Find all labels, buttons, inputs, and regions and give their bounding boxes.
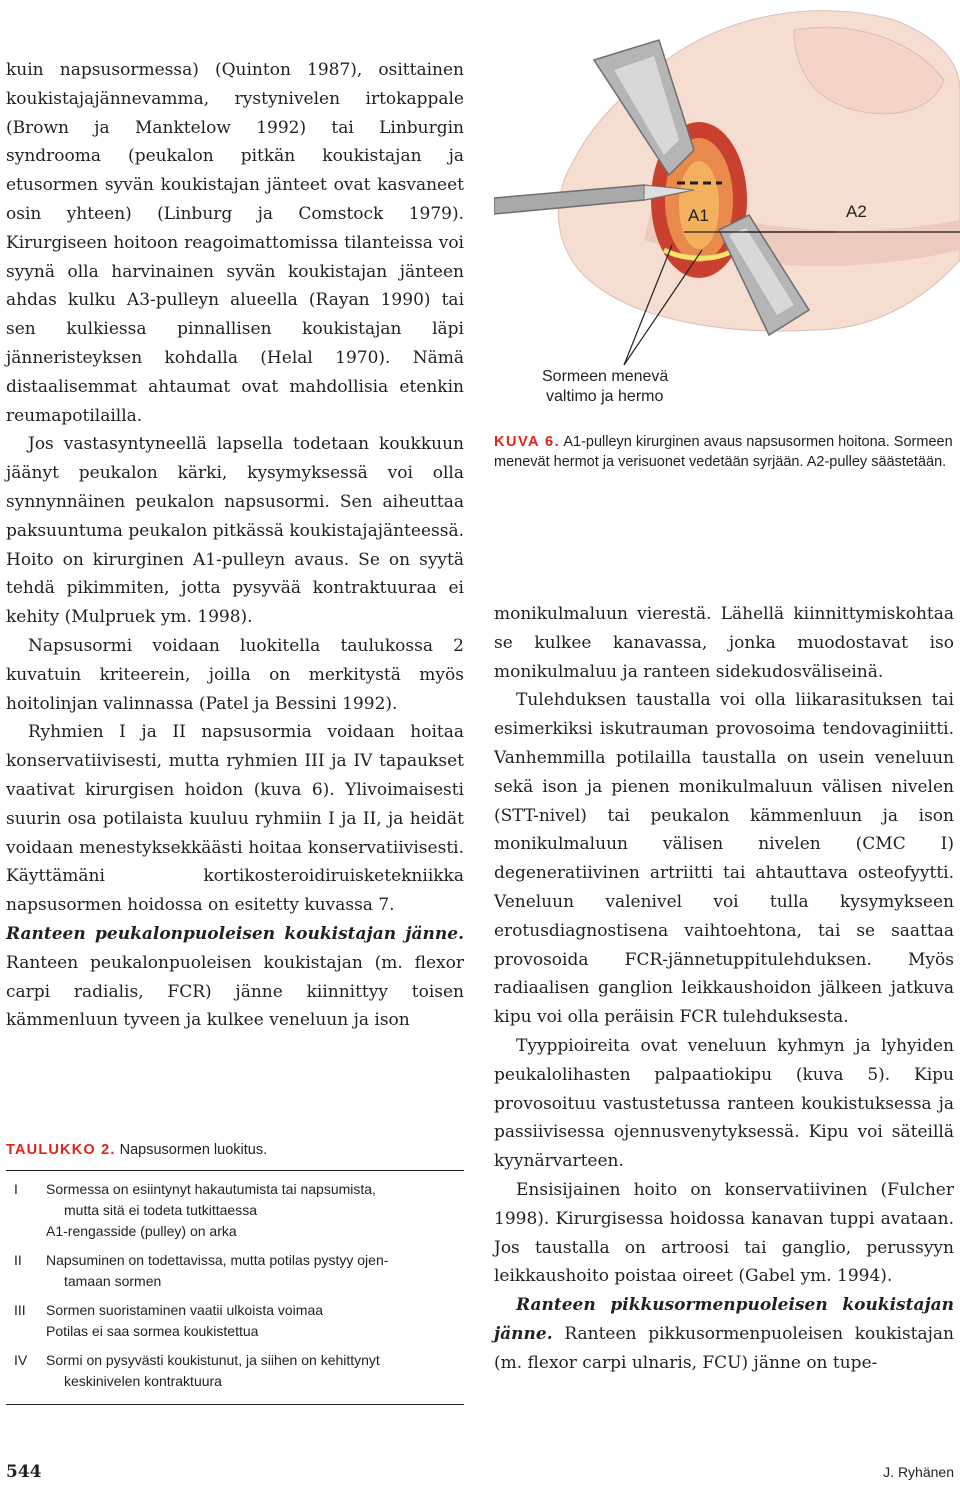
- surgical-illustration: [494, 0, 960, 420]
- right-column: [494, 600, 954, 1378]
- section-heading: Ranteen peukalonpuoleisen koukistajan jänne.: [6, 923, 464, 944]
- row-roman: I: [14, 1181, 18, 1197]
- label-nerve: valtimo ja hermo: [546, 388, 664, 405]
- caption-text: A1-pulleyn kirurginen avaus napsusormen hoitona. Sormeen menevät hermot ja verisuonet vedetään syrjään. A2-pulley säästetään.: [494, 434, 953, 470]
- paragraph: Ryhmien I ja II napsusormia voidaan hoitaa konservatiivisesti, mutta ryhmien III ja IV tapaukset vaativat kirurgisen hoidon (kuva 6). Ylivoimaisesti suurin osa potilaista kuuluu ryhmiin I ja II, ja heidät voidaan menestyksekkäästi hoitaa konservatiivisesti. Käyttämäni kortikosteroidiruisketekniikka napsusormen hoidossa on esitetty kuvassa 7.: [6, 722, 464, 916]
- row-description: [46, 1250, 464, 1292]
- table-number: TAULUKKO 2.: [6, 1142, 116, 1158]
- label-a1: A1: [688, 206, 709, 225]
- caption-number: KUVA 6.: [494, 434, 561, 450]
- page-number: 544: [6, 1462, 42, 1482]
- row-description: [46, 1300, 464, 1342]
- section-heading: Ranteen pikkusormenpuoleisen koukistajan jänne.: [494, 1295, 954, 1344]
- figure-caption: [494, 432, 954, 472]
- table-row: [6, 1250, 464, 1292]
- row-description: [46, 1179, 464, 1242]
- paragraph: Napsusormi voidaan luokitella taulukossa 2 kuvatuin kriteerein, joilla on merkitystä myös hoitolinjan valinnassa (Patel ja Bessini 1992).: [6, 635, 464, 714]
- paragraph: [494, 1291, 954, 1377]
- label-a2: A2: [846, 202, 867, 221]
- row-line: keskinivelen kontraktuura: [64, 1373, 222, 1389]
- row-description: [46, 1350, 464, 1392]
- row-line: Napsuminen on todettavissa, mutta potilas pystyy ojen-: [46, 1252, 389, 1268]
- row-line: Sormi on pysyvästi koukistunut, ja siihen on kehittynyt: [46, 1352, 380, 1368]
- table-row: [6, 1300, 464, 1342]
- row-line: Sormessa on esiintynyt hakautumista tai napsumista,: [46, 1181, 376, 1197]
- figure-drawing: [494, 0, 960, 420]
- paragraph-text: Ranteen peukalonpuoleisen koukistajan (m. flexor carpi radialis, FCR) jänne kiinnittyy toisen kämmenluun tyveen ja kulkee veneluun ja ison: [6, 952, 464, 1031]
- classification-table: [6, 1140, 464, 1405]
- paragraph: Tyyppioireita ovat veneluun kyhmyn ja lyhyiden peukalolihasten palpaatiokipu (kuva 5). Kipu provosoituu vastustetussa ranteen koukistuksessa ja passiivisessa ojennusvenytyksessä. Kipu voi säteillä kyynärvarteen.: [494, 1035, 954, 1172]
- left-column: [6, 56, 464, 1035]
- author-name: J. Ryhänen: [883, 1464, 954, 1480]
- table-row: [6, 1350, 464, 1392]
- paragraph: Tulehduksen taustalla voi olla liikarasituksen tai esimerkiksi iskutrauman provosoima tendovaginiitti. Vanhemmilla potilailla taustalla on usein veneluun sekä ison ja pienen monikulmaluun välisen nivelen (STT-nivel) tai peukalon kämmenluun ja ison monikulmaluun välisen nivelen (CMC I) degeneratiivinen artriitti tai ahtauttava osteofyytti. Veneluun valenivel voi tulla kysymykseen erotusdiagnostisena vaihtoehtona, tai se saattaa provosoida FCR-jännetuppitulehduksen. Myös radiaalisen ganglion leikkaushoidon jälkeen jatkuva kipu voi olla peräisin FCR tulehduksesta.: [494, 690, 954, 1028]
- paragraph: monikulmaluun vierestä. Lähellä kiinnittymiskohtaa se kulkee kanavassa, jonka muodostavat iso monikulmaluu ja ranteen sidekudosväliseinä.: [494, 604, 954, 682]
- row-roman: IV: [14, 1352, 28, 1368]
- table-title-text: Napsusormen luokitus.: [119, 1142, 268, 1158]
- row-line: Sormen suoristaminen vaatii ulkoista voimaa: [46, 1302, 324, 1318]
- paragraph: Ensisijainen hoito on konservatiivinen (Fulcher 1998). Kirurgisessa hoidossa kanavan tuppi avataan. Jos taustalla on artroosi tai ganglio, perussyyn leikkaushoito poistaa oireet (Gabel ym. 1994).: [494, 1179, 954, 1287]
- paragraph: Jos vastasyntyneellä lapsella todetaan koukkuun jäänyt peukalon kärki, kysymyksessä voi olla synnynnäinen peukalon napsusormi. Sen aiheuttaa paksuuntuma peukalon pitkässä koukistajajänteessä. Hoito on kirurginen A1-pulleyn avaus. Se on syytä tehdä pikimmiten, jotta pysyvää kontraktuuraa ei kehity (Mulpruek ym. 1998).: [6, 434, 464, 628]
- paragraph: [6, 920, 464, 1035]
- row-line: mutta sitä ei todeta tutkittaessa: [64, 1202, 257, 1218]
- table-bottom-rule: [6, 1392, 464, 1405]
- row-roman: II: [14, 1252, 22, 1268]
- row-line: tamaan sormen: [64, 1273, 162, 1289]
- paragraph-text: Ranteen pikkusormenpuoleisen koukistajan (m. flexor carpi ulnaris, FCU) jänne on tupe-: [494, 1323, 954, 1373]
- label-nerve: Sormeen menevä: [542, 368, 669, 385]
- row-line: A1-rengasside (pulley) on arka: [46, 1223, 237, 1239]
- table-title: [6, 1140, 464, 1171]
- row-line: Potilas ei saa sormea koukistettua: [46, 1323, 259, 1339]
- row-roman: III: [14, 1302, 26, 1318]
- paragraph: kuin napsusormessa) (Quinton 1987), osittainen koukistajajännevamma, rystynivelen irtokappale (Brown ja Manktelow 1992) tai Linburgin syndrooma (peukalon pitkän koukistajan ja etusormen syvän koukistajan jänteet ovat kasvaneet osin yhteen) (Linburg ja Comstock 1979). Kirurgiseen hoitoon reagoimattomissa tilanteissa voi syynä olla harvinainen syvän koukistajan jänteen ahdas kulku A3-pulleyn alueella (Rayan 1990) tai sen kulkiessa pinnallisen koukistajan läpi jänneristeyksen kohdalla (Helal 1970). Nämä distaalisemmat ahtaumat ovat mahdollisia etenkin reumapotilailla.: [6, 60, 464, 426]
- table-row: [6, 1179, 464, 1242]
